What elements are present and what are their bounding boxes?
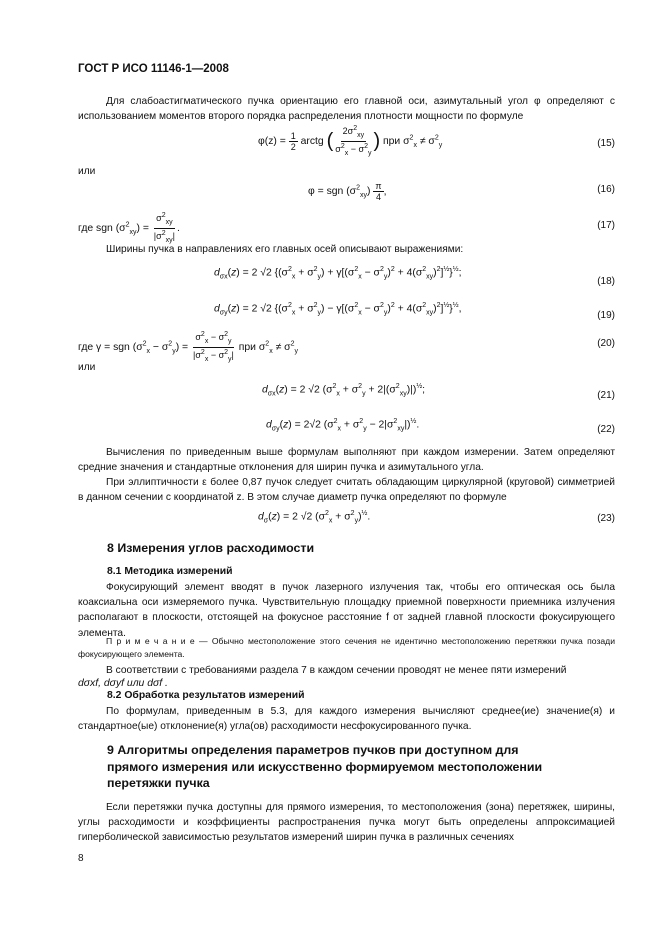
equation-16: φ = sgn $(\sigma^2_{xy})$ $\frac{\pi}{4}$ , xyxy=(308,181,387,202)
paragraph-waist-access: Если перетяжки пучка доступны для прямого измерения, то местоположения (зона) перетяжек, ширины, углы расходимости и коэффициенты распространения пучка могут быть определены аппроксимацией гиперболической зависимостью результатов измерений ширин пучка в различных сечениях xyxy=(78,802,615,844)
equation-19: $d_{\sigma y}(z) = 2$ √2 $\{(\sigma^2_x + \sigma^2_y) - \gamma[(\sigma^2_x - \sigma^2_y)^2 + 4(\sigma^2_{xy})^2]^{\frac{1}{2}}\}^{\frac{1}{2}}$, xyxy=(214,302,462,317)
document-header: ГОСТ Р ИСО 11146-1—2008 xyxy=(78,63,229,75)
equation-23-number: (23) xyxy=(597,513,615,524)
subsection-8-1-heading: 8.1 Методика измерений xyxy=(107,566,233,577)
equation-21: $d_{\sigma x}(z) = 2$ √2 $(\sigma^2_x + \sigma^2_y + 2|(\sigma^2_{xy})|)^{\frac{1}{2}}$; xyxy=(262,383,426,398)
section-9-heading: 9 Алгоритмы определения параметров пучков при доступном для прямого измерения или искусственно формируемом местоположении перетяжки пучка xyxy=(107,743,543,790)
paragraph-processing: По формулам, приведенным в 5.3, для каждого измерения вычисляют среднее(ие) значение(я) и стандартное(ые) отклонение(я) угла(ов) расходимости несфокусированного пучка. xyxy=(78,706,615,733)
equation-17: где sgn $(\sigma^2_{xy})$ = $\frac{\sigma^2_{xy}}{|\sigma^2_{xy}|}$ . xyxy=(78,212,180,244)
paragraph-ellipticity: При эллиптичности ε более 0,87 пучок следует считать обладающим циркулярной (круговой) симметрией в данном сечении с координатой z. В этом случае диаметр пучка определяют по формуле xyxy=(78,477,615,504)
equation-15: φ(z) = $\frac{1}{2}$ arctg ( $\frac{2\sigma^2_{xy}}{\sigma^2_x - \sigma^2_y}$ ) при $\sigma^2_x \ne \sigma^2_y$ xyxy=(258,125,443,157)
equation-20: где γ = sgn $(\sigma^2_x - \sigma^2_y)$ = $\frac{\sigma^2_x - \sigma^2_y}{|\sigma^2_x - \sigma^2_y|}$ при $\sigma^2_x \ne \sigma^2_y$ xyxy=(78,331,298,363)
paragraph-measurements: В соответствии с требованиями раздела 7 в каждом сечении проводят не менее пяти измерений xyxy=(106,665,567,676)
equation-17-number: (17) xyxy=(597,220,615,231)
equation-19-number: (19) xyxy=(597,310,615,321)
measurement-symbols: dσxf, dσyf или dσf . xyxy=(78,678,168,689)
equation-18: $d_{\sigma x}(z) = 2$ √2 $\{(\sigma^2_x + \sigma^2_y) + \gamma[(\sigma^2_x - \sigma^2_y)^2 + 4(\sigma^2_{xy})^2]^{\frac{1}{2}}\}^{\frac{1}{2}}$; xyxy=(214,266,462,281)
equation-20-number: (20) xyxy=(597,338,615,349)
page-number: 8 xyxy=(78,853,84,864)
equation-21-number: (21) xyxy=(597,390,615,401)
word-ili-2: или xyxy=(78,362,96,373)
paragraph-computations: Вычисления по приведенным выше формулам выполняют при каждом измерении. Затем определяют средние значения и стандартные отклонения для ширин пучка и азимутального угла. xyxy=(78,447,615,474)
paragraph-widths-intro: Ширины пучка в направлениях его главных осей описывают выражениями: xyxy=(106,244,464,255)
equation-15-number: (15) xyxy=(597,138,615,149)
note-text: П р и м е ч а н и е — Обычно местоположение этого сечения не идентично местоположению перетяжки пучка позади фокусирующего элемента. xyxy=(78,636,615,659)
word-ili-1: или xyxy=(78,166,96,177)
equation-18-number: (18) xyxy=(597,276,615,287)
paragraph-azimuth-intro: Для слабоастигматического пучка ориентацию его главной оси, азимутальный угол φ определяют с использованием моментов второго порядка распределения плотности мощности по формуле xyxy=(78,96,615,123)
section-8-heading: 8 Измерения углов расходимости xyxy=(107,541,315,555)
equation-22: $d_{\sigma y}(z) = 2√2$ $(\sigma^2_x + \sigma^2_y - 2|\sigma^2_{xy}|)^{\frac{1}{2}}$. xyxy=(266,418,420,433)
paragraph-focusing-element: Фокусирующий элемент вводят в пучок лазерного излучения так, чтобы его оптическая ось была коаксиальна оси измеряемого пучка. Чувствительную площадку приемной поверхности приемника излучения располагают в плоскости, отстоящей на фокусное расстояние f от задней главной плоскости фокусирующего элемента. xyxy=(78,582,615,639)
subsection-8-2-heading: 8.2 Обработка результатов измерений xyxy=(107,690,305,701)
equation-22-number: (22) xyxy=(597,424,615,435)
equation-16-number: (16) xyxy=(597,184,615,195)
equation-23: $d_\sigma(z) = 2$ √2 $(\sigma^2_x + \sigma^2_y)^{\frac{1}{2}}$. xyxy=(258,510,371,525)
